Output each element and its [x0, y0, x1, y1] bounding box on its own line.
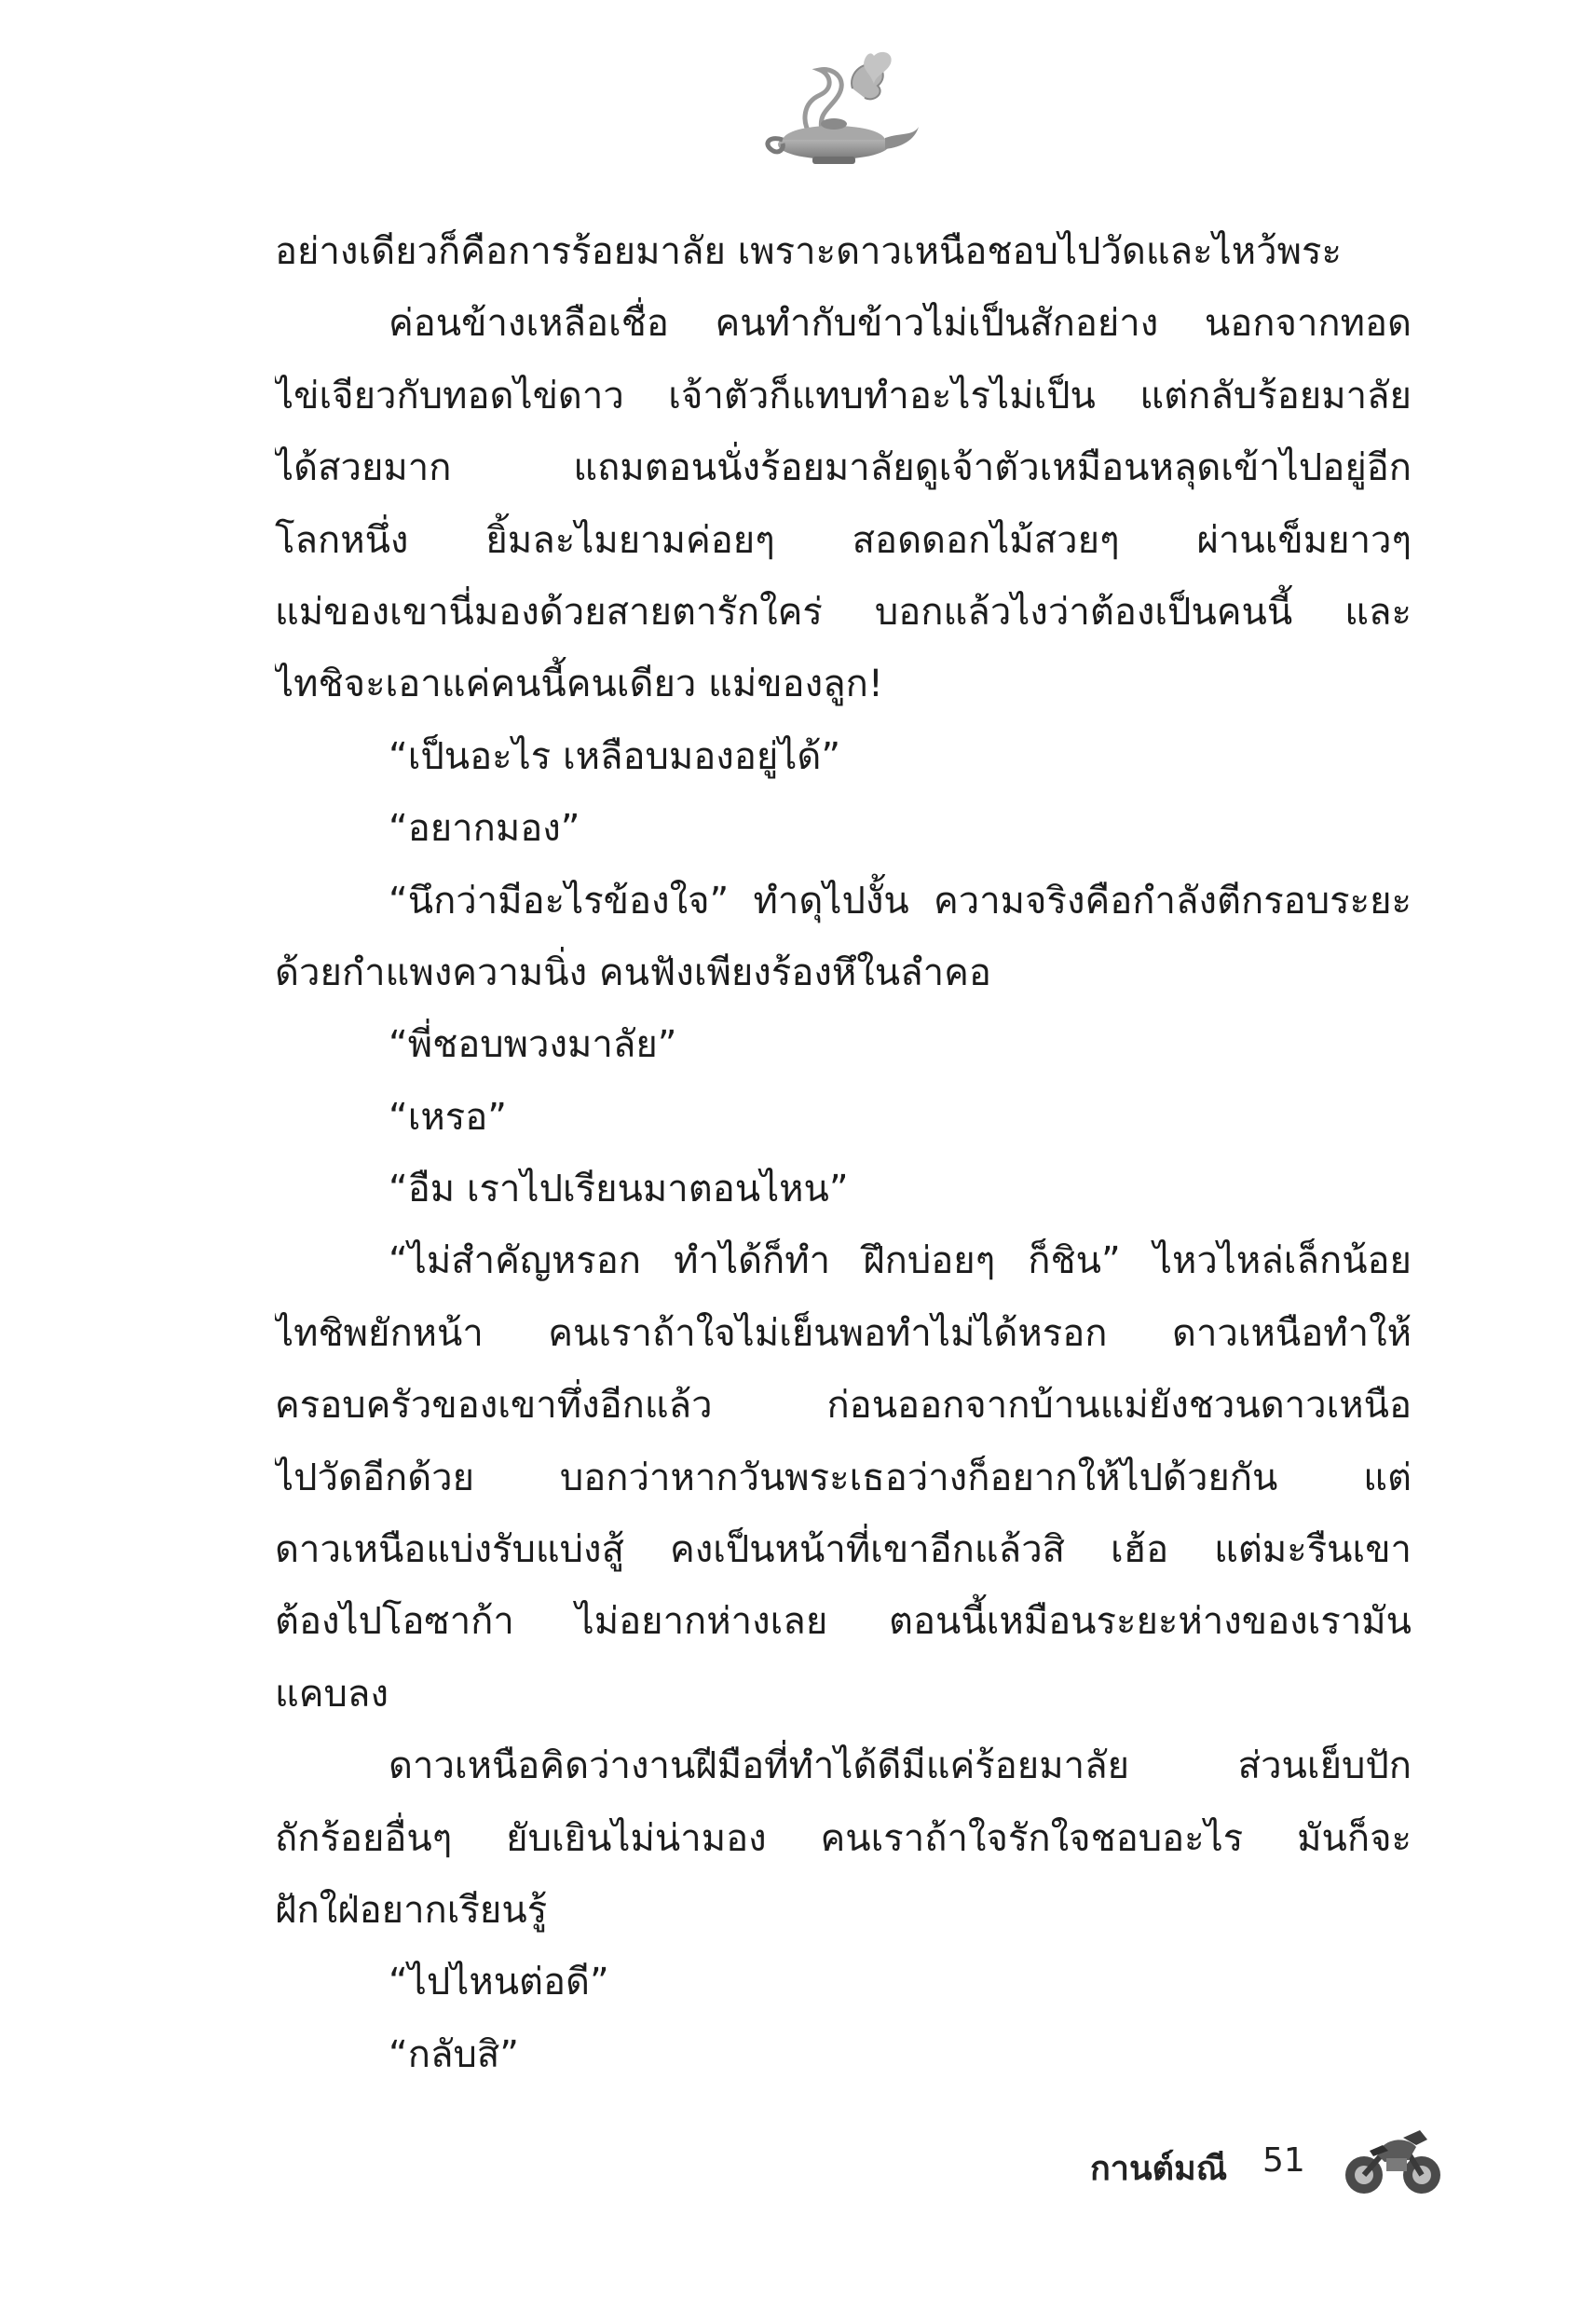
text-line: โลกหนึ่ง ยิ้มละไมยามค่อยๆ สอดดอกไม้สวยๆ ผ่านเข็มยาวๆ — [275, 518, 1412, 562]
text-line: “เหรอ” — [389, 1095, 507, 1139]
text-line: อย่างเดียวก็คือการร้อยมาลัย เพราะดาวเหนือชอบไปวัดและไหว้พระ — [275, 230, 1342, 273]
text-line: “นึกว่ามีอะไรข้องใจ” ทำดุไปงั้น ความจริงคือกำลังตีกรอบระยะ — [389, 879, 1412, 923]
text-line: ไทชิจะเอาแค่คนนี้คนเดียว แม่ของลูก! — [275, 663, 883, 706]
text-line: แม่ของเขานี่มองด้วยสายตารักใคร่ บอกแล้วไงว่าต้องเป็นคนนี้ และ — [275, 590, 1412, 634]
text-line: ดาวเหนือคิดว่างานฝีมือที่ทำได้ดีมีแค่ร้อยมาลัย ส่วนเย็บปัก — [389, 1744, 1412, 1788]
text-line: “ไปไหนต่อดี” — [389, 1961, 609, 2004]
page-number: 51 — [1262, 2141, 1305, 2180]
body-text — [275, 216, 1412, 2091]
text-line: ถักร้อยอื่นๆ ยับเยินไม่น่ามอง คนเราถ้าใจรักใจชอบอะไร มันก็จะ — [275, 1816, 1412, 1860]
text-line: “อืม เราไปเรียนมาตอนไหน” — [389, 1168, 849, 1211]
text-line: “ไม่สำคัญหรอก ทำได้ก็ทำ ฝึกบ่อยๆ ก็ชิน” ไหวไหล่เล็กน้อย — [389, 1239, 1412, 1283]
text-line: ค่อนข้างเหลือเชื่อ คนทำกับข้าวไม่เป็นสักอย่าง นอกจากทอด — [389, 302, 1412, 346]
text-line: แคบลง — [275, 1672, 389, 1716]
text-line: ได้สวยมาก แถมตอนนั่งร้อยมาลัยดูเจ้าตัวเหมือนหลุดเข้าไปอยู่อีก — [275, 446, 1412, 490]
book-title: กานต์มณี — [1090, 2150, 1228, 2188]
text-line: ไทชิพยักหน้า คนเราถ้าใจไม่เย็นพอทำไม่ได้หรอก ดาวเหนือทำให้ — [275, 1311, 1412, 1355]
page-footer — [1071, 2115, 1444, 2218]
text-line: ดาวเหนือแบ่งรับแบ่งสู้ คงเป็นหน้าที่เขาอีกแล้วสิ เฮ้อ แต่มะรืนเขา — [275, 1528, 1412, 1572]
text-line: ต้องไปโอซาก้า ไม่อยากห่างเลย ตอนนี้เหมือนระยะห่างของเรามัน — [275, 1600, 1412, 1644]
text-line: ฝักใฝ่อยากเรียนรู้ — [275, 1888, 548, 1932]
genie-lamp-icon — [745, 47, 922, 168]
text-line: “เป็นอะไร เหลือบมองอยู่ได้” — [389, 734, 841, 778]
text-line: ด้วยกำแพงความนิ่ง คนฟังเพียงร้องหึในลำคอ — [275, 950, 991, 994]
text-line: “กลับสิ” — [389, 2032, 519, 2076]
text-line: “อยากมอง” — [389, 807, 580, 851]
text-line: ครอบครัวของเขาทึ่งอีกแล้ว ก่อนออกจากบ้านแม่ยังชวนดาวเหนือ — [275, 1384, 1412, 1428]
text-line: ไปวัดอีกด้วย บอกว่าหากวันพระเธอว่างก็อยากให้ไปด้วยกัน แต่ — [275, 1456, 1412, 1499]
motorcycle-icon — [1342, 2117, 1444, 2201]
text-line: “พี่ชอบพวงมาลัย” — [389, 1023, 677, 1067]
text-line: ไข่เจียวกับทอดไข่ดาว เจ้าตัวก็แทบทำอะไรไม่เป็น แต่กลับร้อยมาลัย — [275, 374, 1412, 417]
